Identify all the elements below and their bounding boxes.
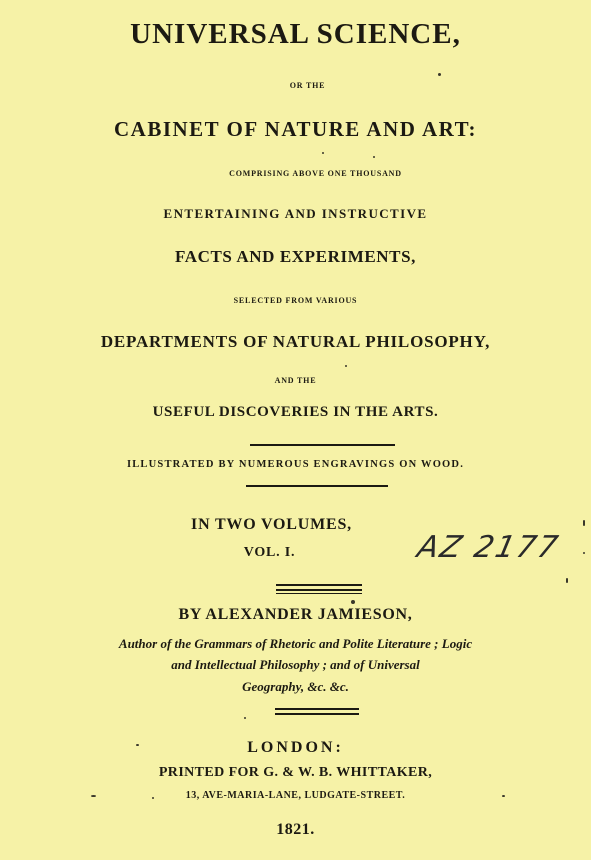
ink-speck [322, 152, 324, 154]
ink-speck [583, 552, 585, 554]
useful-line: USEFUL DISCOVERIES IN THE ARTS. [152, 404, 439, 420]
ink-speck [136, 744, 139, 746]
double-rule-lower-top [275, 708, 359, 710]
ink-speck [566, 578, 568, 583]
ink-speck [583, 520, 585, 526]
facts-line: FACTS AND EXPERIMENTS, [175, 247, 416, 266]
divider-rule-2 [246, 485, 388, 487]
selected-line: SELECTED FROM VARIOUS [233, 296, 358, 305]
book-subtitle: CABINET OF NATURE AND ART: [113, 117, 478, 141]
ink-speck [502, 795, 505, 797]
imprint-printer: PRINTED FOR G. & W. B. WHITTAKER, [158, 765, 433, 780]
imprint-address: 13, AVE-MARIA-LANE, LUDGATE-STREET. [185, 790, 406, 801]
double-rule-lower-bottom [275, 713, 359, 715]
double-rule-bottom [276, 593, 362, 594]
comprising-line: COMPRISING ABOVE ONE THOUSAND [229, 169, 402, 178]
ink-speck [244, 717, 246, 719]
ink-speck [152, 797, 154, 799]
double-rule-top [276, 584, 362, 586]
author-description-1: Author of the Grammars of Rhetoric and Polite Literature ; Logic [118, 636, 473, 651]
double-rule-middle [276, 589, 362, 591]
book-title: UNIVERSAL SCIENCE, [130, 18, 461, 50]
departments-line: DEPARTMENTS OF NATURAL PHILOSOPHY, [100, 332, 491, 351]
volumes-line: IN TWO VOLUMES, [191, 516, 352, 533]
author-description-3: Geography, &c. &c. [242, 679, 349, 694]
author-line: BY ALEXANDER JAMIESON, [178, 606, 413, 623]
handwritten-shelfmark: AZ 2177 [414, 530, 563, 565]
ink-speck [373, 156, 375, 158]
entertaining-line: ENTERTAINING AND INSTRUCTIVE [163, 206, 428, 221]
illustrated-line: ILLUSTRATED BY NUMEROUS ENGRAVINGS ON WOOD. [126, 459, 465, 470]
imprint-year: 1821. [276, 821, 315, 838]
divider-rule-1 [250, 444, 395, 446]
or-the-line: OR THE [289, 81, 326, 90]
author-description-2: and Intellectual Philosophy ; and of Universal [171, 657, 420, 672]
ink-speck [345, 365, 347, 367]
ink-speck [91, 795, 96, 797]
ink-speck [351, 600, 355, 604]
volume-number: VOL. I. [243, 545, 296, 560]
imprint-city: LONDON: [247, 739, 344, 756]
and-the-line: AND THE [274, 376, 317, 385]
ink-speck [438, 73, 441, 76]
